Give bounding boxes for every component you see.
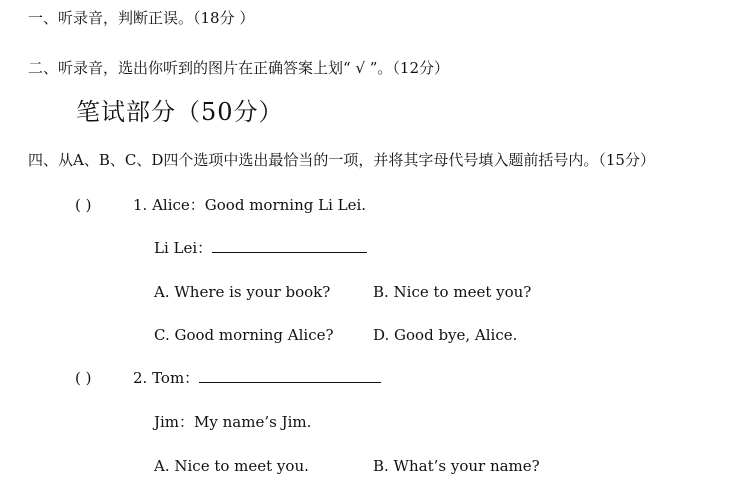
option-a: A. Nice to meet you.: [154, 457, 309, 475]
answer-blank[interactable]: [199, 368, 381, 383]
question-1: [75, 195, 366, 215]
answer-bracket[interactable]: ( ): [75, 196, 92, 214]
part2-instruction: 二、听录音，选出你听到的图片在正确答案上划“ √ ”。（12分）: [28, 59, 450, 77]
question-2-reply: Jim：My name’s Jim.: [154, 413, 312, 431]
question-1-text: 1. Alice：Good morning Li Lei.: [133, 196, 367, 214]
answer-bracket[interactable]: ( ): [75, 369, 92, 387]
written-section-title: 笔试部分（50分）: [76, 98, 284, 126]
option-b: B. What’s your name?: [373, 457, 540, 475]
option-c: C. Good morning Alice?: [154, 326, 334, 344]
option-b: B. Nice to meet you?: [373, 283, 532, 301]
answer-blank[interactable]: [212, 238, 367, 253]
part1-instruction: 一、听录音，判断正误。（18分 ）: [28, 9, 255, 27]
option-d: D. Good bye, Alice.: [373, 326, 518, 344]
reply-label: Li Lei：: [154, 239, 213, 257]
question-2-text: 2. Tom：: [133, 369, 200, 387]
option-a: A. Where is your book?: [154, 283, 331, 301]
question-2: [75, 368, 381, 388]
part4-instruction: 四、从A、B、C、D四个选项中选出最恰当的一项，并将其字母代号填入题前括号内。（15分）: [28, 151, 655, 169]
question-1-reply: [154, 238, 367, 258]
